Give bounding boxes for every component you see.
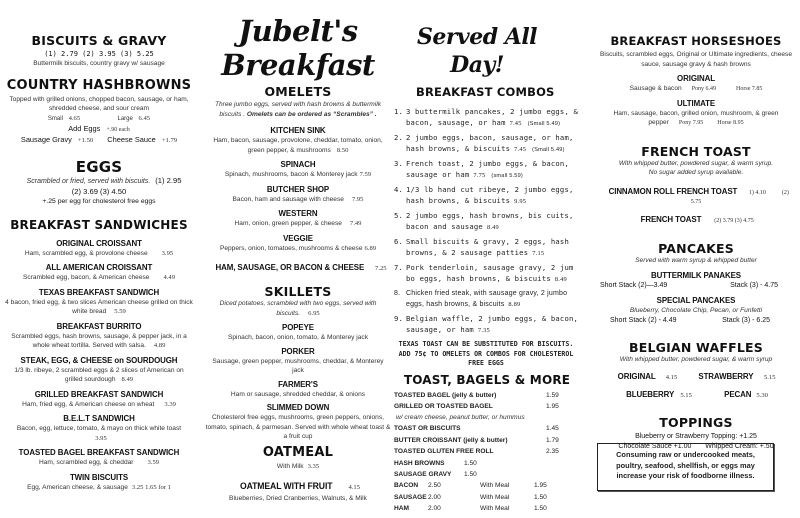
item-price: 7.95 <box>351 195 364 203</box>
combos-title: BREAKFAST COMBOS <box>416 85 555 99</box>
buttermilk-short: Short Stack (2)—3.49 <box>600 282 668 289</box>
warning-text: Consuming raw or undercooked meats, poultry, seafood, shellfish, or eggs may increase your risk of foodborne illness. <box>616 450 755 480</box>
small-price: 4.65 <box>68 114 81 122</box>
item-desc: Spinach, mushrooms, bacon & Monterey jack <box>224 171 358 178</box>
small-label: Small <box>47 115 63 122</box>
item-name: ORIGINAL <box>677 73 715 83</box>
menu-item <box>200 159 396 180</box>
column-center-left <box>200 0 396 518</box>
menu-item <box>0 321 198 351</box>
omelets-scramble-note: Omelets can be ordered as “Scrambles” . <box>246 110 377 118</box>
combo-item: 2. 2 jumbo eggs, bacon, sausage, or ham, hash browns, & biscuits 7.45 (Small 5.49) <box>394 133 574 153</box>
biscuits-gravy-title: BISCUITS & GRAVY <box>31 33 167 48</box>
eggs-title: EGGS <box>75 157 123 176</box>
item-price: 3.39 <box>164 400 176 408</box>
menu-item <box>200 125 396 155</box>
toppings-chocolate: Chocolate Sauce +1.00 <box>618 443 692 450</box>
menu-item <box>0 238 198 259</box>
menu-item <box>0 389 198 410</box>
sandwich-list <box>0 238 198 493</box>
buttermilk-name: BUTTERMILK PANAKES <box>650 270 741 280</box>
combo-item: 8. Chicken fried steak, with sausage gravy, 2 jumbo eggs, hash browns, & biscuits 8.89 <box>394 290 568 308</box>
menu-item <box>0 287 198 317</box>
item-price: 3.25 1.65 for 1 <box>131 483 171 491</box>
menu-item <box>0 472 198 493</box>
item-desc: Spinach, bacon, onion, tomato, & Monterey jack <box>227 334 368 341</box>
gravy-label: Sausage Gravy <box>20 134 72 144</box>
waffles-title: BELGIAN WAFFLES <box>629 339 763 355</box>
item-desc: Sausage & bacon <box>629 85 682 92</box>
oatmeal-fruit-name: OATMEAL WITH FRUIT <box>240 480 333 491</box>
item-desc: Ham or sausage, shredded cheddar, & onions <box>230 390 366 398</box>
item-price: 3.95 <box>95 434 107 442</box>
item-price: 3.95 <box>161 249 174 257</box>
combo-item: 4. 1/3 lb hand cut ribeye, 2 jumbo eggs, hash browns, & biscuits 9.95 <box>394 185 574 205</box>
special-name: SPECIAL PANCAKES <box>656 295 736 305</box>
item-name: WESTERN <box>278 208 318 218</box>
oatmeal-fruit-desc: Blueberries, Dried Cranberries, Walnuts, & Milk <box>229 495 367 502</box>
item-desc: Ham, onion, green pepper, & cheese <box>234 220 342 227</box>
food-safety-warning <box>597 443 774 491</box>
cheese-label: Cheese Sauce <box>107 134 156 144</box>
toast-row: BUTTER CROISSANT (jelly & butter) 1.79 <box>394 436 559 444</box>
item-desc: Ham, bacon, sausage, provolone, cheddar, tomato, onion, green pepper, & mushrooms <box>213 137 383 154</box>
item-name: SLIMMED DOWN <box>266 402 330 412</box>
item-desc: Ham, scrambled egg, & cheddar <box>38 459 134 466</box>
pancakes-desc: Served with warm syrup & whipped butter <box>635 256 757 264</box>
pancakes-title: PANCAKES <box>658 240 734 256</box>
horseshoes-desc: Biscuits, scrambled eggs, Original or Ultimate ingredients, cheese sauce, sausage gravy & hash browns <box>599 51 793 68</box>
large-label: Large <box>117 115 133 122</box>
item-name: KITCHEN SINK <box>270 125 326 135</box>
menu-item <box>592 98 800 129</box>
item-name: GRILLED BREAKFAST SANDWICH <box>34 388 164 399</box>
combo-item: 1. 3 buttermilk pancakes, 2 jumbo eggs, & bacon, sausage, or ham 7.45 (Small 5.49) <box>394 107 579 127</box>
oatmeal-milk-price: 3.35 <box>307 462 320 470</box>
waffle-original: ORIGINAL <box>618 371 657 381</box>
item-desc: Scrambled egg, bacon, & American cheese <box>23 274 150 281</box>
menu-item <box>200 184 396 205</box>
combo-item: 6. Small biscuits & gravy, 2 eggs, hash browns, & 2 sausage patties 7.15 <box>394 237 569 257</box>
omelets-title: OMELETS <box>264 84 332 99</box>
restaurant-title: Jubelt's Breakfast <box>221 14 375 82</box>
menu-item <box>200 208 396 229</box>
gravy-price: +1.50 <box>77 136 94 144</box>
french-toast-title: FRENCH TOAST <box>641 143 751 159</box>
column-left <box>0 0 198 518</box>
oatmeal-title: OATMEAL <box>262 444 334 460</box>
item-desc: Ham, fried egg, & American cheese on wheat <box>22 400 155 408</box>
toppings-whipped: Whipped Cream: +.50 <box>705 443 774 450</box>
toast-row: GRILLED OR TOASTED BAGEL 1.95 <box>394 402 559 410</box>
item-name: PORKER <box>281 345 315 356</box>
item-name: FARMER'S <box>278 378 318 389</box>
skillets-price: 6.95 <box>308 309 320 317</box>
cinnamon-price-2: 5.75 <box>690 198 702 205</box>
skillets-desc: Diced potatoes, scrambled with two eggs, served with biscuits. <box>219 300 377 317</box>
column-center-right <box>392 0 592 518</box>
special-desc: Blueberry, Chocolate Chip, Pecan, or Funfetti <box>629 307 763 314</box>
cheese-price: +1.79 <box>161 136 178 144</box>
toast-row: TOAST OR BISCUITS 1.45 <box>394 425 559 433</box>
item-desc: 1/3 lb. ribeye, 2 scrambled eggs & 2 slices of American on grilled sourdough <box>14 366 184 383</box>
item-price: 4.89 <box>153 342 166 349</box>
pony-price: Pony 7.95 <box>678 120 704 126</box>
side-row: SAUSAGE GRAVY 1.50 <box>394 470 477 478</box>
menu-item <box>200 346 396 376</box>
cinnamon-price-1: 1) 4.10 <box>748 189 766 196</box>
menu-item <box>592 73 800 95</box>
oatmeal-milk: With Milk <box>276 462 304 470</box>
menu-item <box>200 322 396 343</box>
menu-item <box>200 402 396 442</box>
french-toast-name: FRENCH TOAST <box>640 213 702 224</box>
item-desc: Egg, American cheese, & sausage <box>27 483 128 491</box>
combo-item: 9. Belgian waffle, 2 jumbo eggs, & bacon, sausage, or ham 7.35 <box>394 314 579 334</box>
combo-item: 3. French toast, 2 jumbo eggs, & bacon, sausage or ham 7.75 (small 5.59) <box>394 159 569 179</box>
oatmeal-fruit-price: 4.15 <box>348 484 360 491</box>
waffle-blueberry: BLUEBERRY <box>626 389 675 399</box>
horse-price: Horse 8.95 <box>717 120 744 126</box>
item-name: TOASTED BAGEL BREAKFAST SANDWICH <box>18 447 180 457</box>
hashbrowns-desc: Topped with grilled onions, chopped bacon, sausage, or ham, shredded cheese, and sour cream <box>9 95 189 112</box>
side-row: HAM 2.00 With Meal 1.50 <box>394 505 547 513</box>
menu-item <box>0 413 198 443</box>
menu-item <box>200 257 396 275</box>
hashbrowns-title: COUNTRY HASHBROWNS <box>6 77 192 93</box>
eggs-price-2-3: (2) 3.69 (3) 4.50 <box>71 186 127 196</box>
bagel-note: w/ cream cheese, peanut butter, or hummus <box>396 414 525 422</box>
item-desc: 4 bacon, fried egg, & two slices American cheese grilled on thick white bread <box>5 298 193 315</box>
add-eggs-label: Add Eggs <box>68 123 101 133</box>
item-price: 8.50 <box>336 146 349 154</box>
toast-row: TOASTED BAGEL (jelly & butter) 1.59 <box>394 391 559 399</box>
toast-title: TOAST, BAGELS & MORE <box>403 372 571 387</box>
item-desc: Sausage, green pepper, mushrooms, cheddar, & Monterey jack <box>212 357 384 374</box>
toast-row: TOASTED GLUTEN FREE ROLL 2.35 <box>394 448 559 456</box>
waffle-pecan: PECAN <box>723 389 752 399</box>
item-name: STEAK, EGG, & CHEESE on SOURDOUGH <box>20 354 178 365</box>
side-row: SAUSAGE 2.00 With Meal 1.50 <box>394 493 547 501</box>
biscuits-gravy-desc: Buttermilk biscuits, country gravy w/ sausage <box>33 60 165 67</box>
french-toast-prices: (2) 3.79 (3) 4.75 <box>714 217 754 224</box>
waffle-strawberry: STRAWBERRY <box>698 371 754 381</box>
eggs-note: +.25 per egg for cholesterol free eggs <box>42 197 156 205</box>
item-desc: Ham, scrambled egg, & provolone cheese <box>24 249 148 257</box>
toppings-title: TOPPINGS <box>659 415 733 430</box>
waffles-desc: With whipped butter, powdered sugar, & warm syrup <box>619 355 773 363</box>
item-name: POPEYE <box>282 322 314 332</box>
item-price: 4.49 <box>163 274 175 281</box>
item-name: VEGGIE <box>283 232 313 243</box>
item-name: BREAKFAST BURRITO <box>56 320 142 331</box>
item-desc: Scrambled eggs, hash browns, sausage, & pepper jack, in a whole wheat tortilla. Served with salsa. <box>11 332 187 349</box>
horseshoes-title: BREAKFAST HORSESHOES <box>610 34 782 48</box>
item-name: TWIN BISCUITS <box>69 471 129 482</box>
item-price: 8.49 <box>121 376 134 383</box>
eggs-desc: Scrambled or fried, served with biscuits. <box>26 177 151 185</box>
cinnamon-price-2-label: (2) <box>781 189 789 196</box>
item-name: HAM, SAUSAGE, OR BACON & CHEESE <box>215 262 365 272</box>
item-name: TEXAS BREAKFAST SANDWICH <box>38 286 160 297</box>
item-desc: Bacon, ham and sausage with cheese <box>232 195 344 203</box>
horse-price: Horse 7.85 <box>736 86 763 92</box>
french-toast-desc-2: No sugar added syrup available. <box>648 169 744 176</box>
item-price: 5.59 <box>114 308 126 315</box>
biscuits-gravy-prices: (1) 2.79 (2) 3.95 (3) 5.25 <box>44 50 154 58</box>
menu-item <box>0 447 198 468</box>
add-eggs-price: +.90 each <box>106 126 130 133</box>
combo-item: 7. Pork tenderloin, sausage gravy, 2 jum bo eggs, hash browns, & biscuits 8.49 <box>394 263 574 283</box>
pony-price: Pony 6.49 <box>691 86 717 92</box>
special-stack: Stack (3) - 6.25 <box>722 316 770 324</box>
skillets-title: SKILLETS <box>264 284 332 299</box>
combo-item: 5. 2 jumbo eggs, hash browns, bis cuits, bacon and sausage 8.49 <box>394 211 574 231</box>
item-name: ALL AMERICAN CROISSANT <box>45 262 153 272</box>
menu-item <box>200 233 396 254</box>
item-desc: Ham, sausage, bacon, grilled onion, mushroom, & green pepper <box>613 109 779 126</box>
item-price: 3.59 <box>147 459 160 466</box>
item-price: 7.25 <box>375 265 387 272</box>
item-desc: Peppers, onion, tomatoes, mushrooms & cheese <box>219 244 363 252</box>
side-row: HASH BROWNS 1.50 <box>394 459 477 467</box>
column-right: BREAKFAST HORSESHOES Biscuits, scrambled eggs, Original or Ultimate ingredients, cheese sauce, sausage gravy & hash browns ORIGINAL Sausage & bacon Pony 6.49 Horse 7.85 ULTIMATE Ham, sausage, bacon, grilled onion, mushroom, & green pepper Pony 7.95 Horse 8.95 FRENCH TOAST With whipped butter, powdered sugar, & warm syrup. No sugar added syrup available. CINNAMON ROLL FRENCH TOAST 1) 4.10 (2) 5.75 FRENCH TOAST (2) 3.79 (3) 4.75 PANCAKES Served with warm syrup & whipped butter BUTTERMILK PANAKES Short Stack (2)—3.49 Stack (3) - 4.75 SPECIAL PANCAKES Blueberry, Chocolate Chip, Pecan, or Funfetti Short Stack (2) - 4.49 Stack (3) - 6.25 BELGIAN WAFFLES With whipped butter, powdered sugar, & warm syrup ORIGINAL 4.15 STRAWBERRY 5.15 BLUEBERRY 5.15 PECAN 5.30 TOPPINGS Blueberry or Strawberry Topping: +1.25 Chocolate Sauce +1.00 Whipped Cream: +.50 <box>592 0 800 518</box>
large-price: 6.45 <box>138 114 151 122</box>
cinnamon-roll-name: CINNAMON ROLL FRENCH TOAST <box>608 185 738 196</box>
item-name: SPINACH <box>280 159 316 169</box>
item-price: 6.89 <box>364 244 377 252</box>
served-all-day-banner: Served All Day! <box>416 24 538 78</box>
item-desc: Cholesterol free eggs, mushrooms, green peppers, onions, tomato, spinach, & parmesan. Served with whole wheat toast & a fruit cup <box>205 414 391 440</box>
menu-item <box>0 262 198 283</box>
buttermilk-stack: Stack (3) - 4.75 <box>730 282 778 289</box>
french-toast-desc: With whipped butter, powdered sugar, & warm syrup. <box>618 159 774 167</box>
item-price: 7.49 <box>349 220 362 227</box>
menu-item <box>0 355 198 385</box>
item-name: ORIGINAL CROISSANT <box>56 237 142 248</box>
eggs-price-1: (1) 2.95 <box>155 175 182 185</box>
item-name: BUTCHER SHOP <box>266 183 330 194</box>
item-name: ULTIMATE <box>676 97 716 108</box>
toppings-fruit: Blueberry or Strawberry Topping: +1.25 <box>635 433 757 440</box>
combos-note: TEXAS TOAST CAN BE SUBSTITUTED FOR BISCUITS. ADD 75¢ TO OMELETS OR COMBOS FOR CHOLESTEROL FREE EGGS <box>398 340 574 367</box>
sandwiches-title: BREAKFAST SANDWICHES <box>10 217 188 232</box>
item-desc: Bacon, egg, lettuce, tomato, & mayo on thick white toast <box>16 425 182 432</box>
side-row: BACON 2.50 With Meal 1.95 <box>394 482 547 490</box>
item-price: 7.59 <box>359 171 372 178</box>
menu-item <box>200 379 396 400</box>
special-short: Short Stack (2) - 4.49 <box>610 316 677 324</box>
omelets-desc: Three jumbo eggs, served with hash browns & buttermilk biscuits . <box>214 101 382 118</box>
item-name: B.E.L.T SANDWICH <box>63 413 135 423</box>
